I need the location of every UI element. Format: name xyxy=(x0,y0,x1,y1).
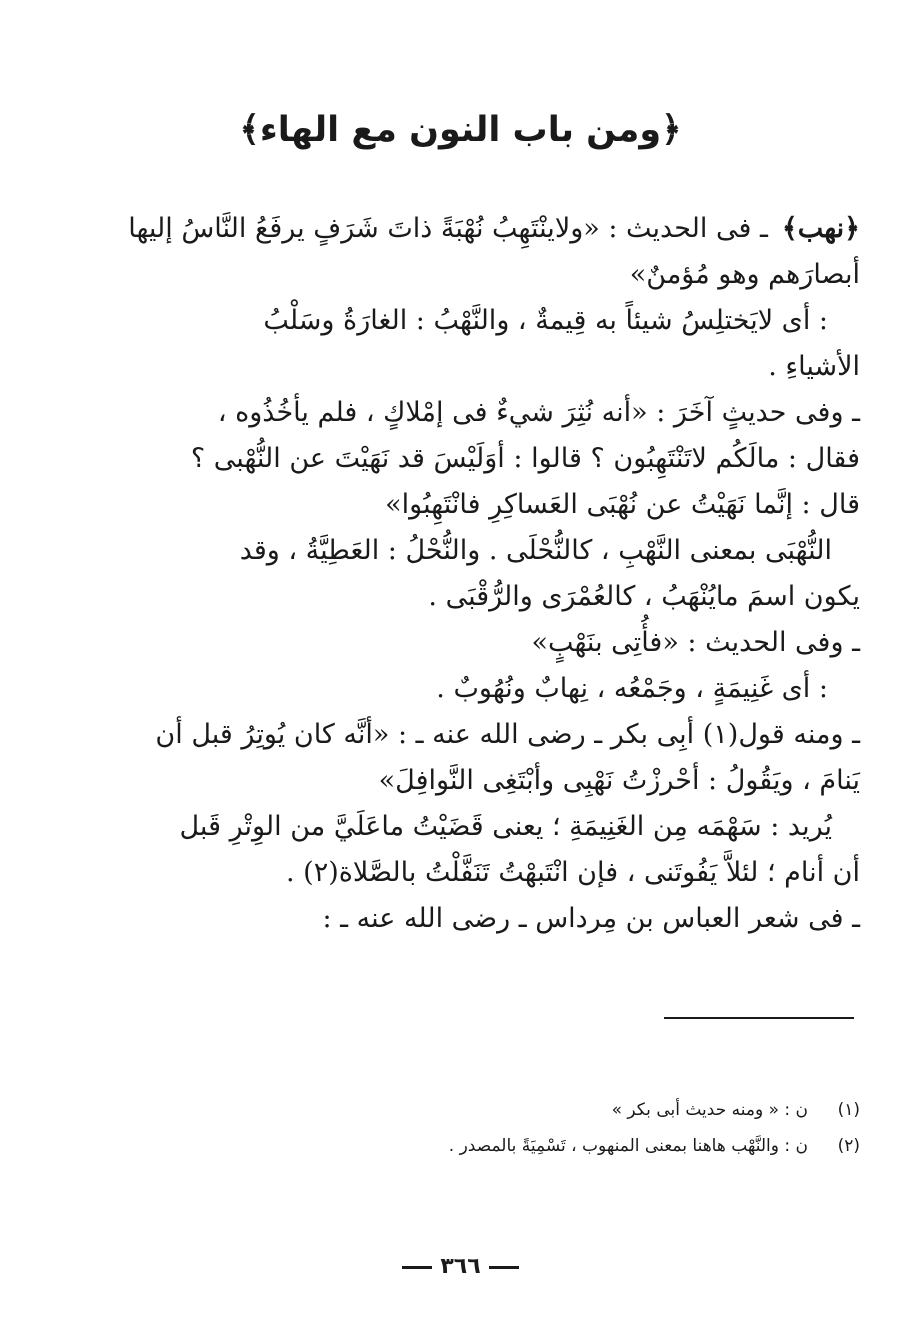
text-line xyxy=(100,206,860,252)
text-line: يكون اسمَ مايُنْهَبُ ، كالعُمْرَى والرُّقْبَى . xyxy=(428,581,860,612)
text-line: : أى لايَختلِسُ شيئاً به قِيمةٌ ، والنَّهْبُ : الغارَةُ وسَلْبُ xyxy=(263,305,828,336)
page-number xyxy=(0,1249,921,1285)
text-line: ـ ومنه قول(١) أبِى بكر ـ رضى الله عنه ـ : «أنَّه كان يُوتِرُ قبل أن xyxy=(155,719,860,750)
footnote-number: (١) xyxy=(837,1100,860,1120)
text-line: يَنامَ ، ويَقُولُ : أحْرزْتُ نَهْبِى وأبْتَغِى النَّوافِلَ» xyxy=(378,765,860,796)
text-line: فقال : مالَكُم لاتَنْتَهِبُون ؟ قالوا : أوَلَيْسَ قد نَهَيْتَ عن النُّهْبى ؟ xyxy=(190,443,860,474)
chapter-title: ﴿ومن باب النون مع الهاء﴾ xyxy=(239,110,682,150)
page-number-dash xyxy=(489,1266,519,1269)
footnote-text: ن : « ومنه حديث أبى بكر » xyxy=(611,1100,808,1120)
text-line: قال : إنَّما نَهَيْتُ عن نُهْبَى العَساكِرِ فانْتَهِبُوا» xyxy=(385,489,860,520)
text-line: ـ وفى حديثٍ آخَرَ : «أنه نُثِرَ شيءٌ فى إمْلاكٍ ، فلم يأخُذُوه ، xyxy=(217,397,860,428)
text-line: : أى غَنِيمَةٍ ، وجَمْعُه ، نِهابٌ ونُهُوبٌ . xyxy=(436,673,828,704)
text-line: ـ فى شعر العباس بن مِرداس ـ رضى الله عنه ـ : xyxy=(322,903,860,934)
footnote-number: (٢) xyxy=(837,1136,860,1156)
text-line: ـ وفى الحديث : «فأُتِى بنَهْبٍ» xyxy=(531,627,860,658)
page-number-dash xyxy=(402,1266,432,1269)
text-line: يُريد : سَهْمَه مِن الغَنِيمَةِ ؛ يعنى قَضَيْتُ ماعَلَيَّ من الوِتْرِ قَبل xyxy=(179,811,832,842)
page-number-text: ٣٦٦ xyxy=(440,1254,481,1279)
footnote xyxy=(100,1128,860,1164)
footnote-separator xyxy=(664,1017,854,1019)
footnotes xyxy=(100,1092,860,1164)
footnote-text: ن : والنَّهْب هاهنا بمعنى المنهوب ، تَسْمِيَةً بالمصدر . xyxy=(448,1136,808,1156)
text-line: أن أنام ؛ لئلاَّ يَفُوتَنى ، فإن انْتَبهْتُ تَنَفَّلْتُ بالصَّلاة(٢) . xyxy=(286,857,860,888)
text-line: أبصارَهم وهو مُؤمنٌ» xyxy=(629,259,860,290)
text-line: الأشياءِ . xyxy=(768,351,860,382)
text-line: النُّهْبَى بمعنى النَّهْبِ ، كالنُّحْلَى . والنُّحْلُ : العَطِيَّةُ ، وقد xyxy=(239,535,832,566)
entry-heading: ﴿نهب﴾ xyxy=(781,213,860,244)
footnote xyxy=(100,1092,860,1128)
line-text: ـ فى الحديث : «ولاينْتَهِبُ نُهْبَةً ذاتَ شَرَفٍ يرفَعُ النَّاسُ إليها xyxy=(128,213,768,244)
entry-body xyxy=(100,206,860,942)
